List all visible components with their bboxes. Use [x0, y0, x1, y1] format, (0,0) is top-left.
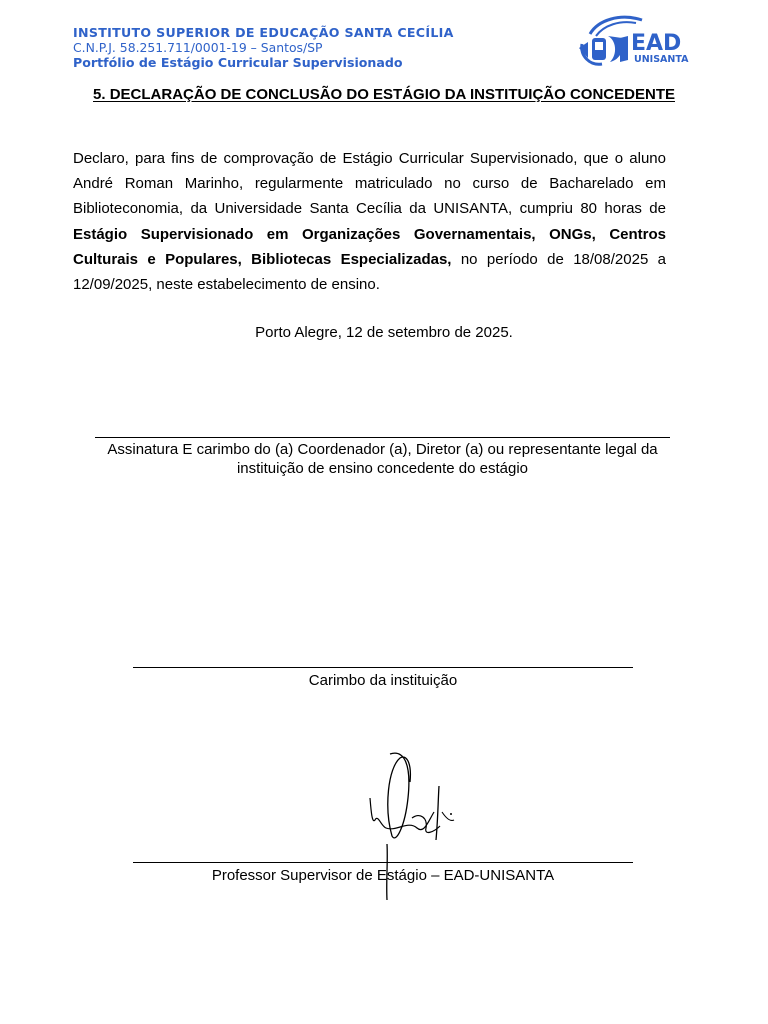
institution-name: INSTITUTO SUPERIOR DE EDUCAÇÃO SANTA CECÍLIA [73, 25, 454, 40]
portfolio-title: Portfólio de Estágio Curricular Supervisionado [73, 55, 403, 70]
header [73, 25, 454, 70]
logo-text-ead: EAD [631, 31, 682, 56]
legal-rep-signature-line [95, 437, 670, 438]
logo-text-unisanta: UNISANTA [634, 54, 689, 65]
document-title: 5. DECLARAÇÃO DE CONCLUSÃO DO ESTÁGIO DA INSTITUIÇÃO CONCEDENTE [93, 86, 675, 103]
supervisor-signature-caption: Professor Supervisor de Estágio – EAD-UNISANTA [211, 867, 555, 884]
declaration-text-part2: no período de 18/08/2025 a 12/09/2025, neste estabelecimento de ensino. [73, 250, 666, 294]
document-title-wrap [0, 86, 768, 104]
declaration-paragraph [73, 146, 666, 297]
supervisor-signature-line [133, 862, 633, 863]
declaration-text-part1: Declaro, para fins de comprovação de Estágio Curricular Supervisionado, que o aluno André Roman Marinho, regularmente matriculado no curso de Bacharelado em Biblioteconomia, da Universidade Santa Cecília da UNISANTA, cumpriu 80 horas de [73, 150, 666, 218]
stamp-line [133, 667, 633, 668]
ead-unisanta-logo [576, 14, 698, 70]
stamp-caption: Carimbo da instituição [308, 672, 458, 689]
place-date: Porto Alegre, 12 de setembro de 2025. [255, 324, 513, 341]
declaration-text-bold: Estágio Supervisionado em Organizações Governamentais, ONGs, Centros Culturais e Populares, Bibliotecas Especializadas, [73, 225, 666, 268]
legal-rep-signature-caption: Assinatura E carimbo do (a) Coordenador (a), Diretor (a) ou representante legal da instituição de ensino concedente do estágio [107, 441, 658, 477]
cnpj-line: C.N.P.J. 58.251.711/0001-19 – Santos/SP [73, 40, 323, 55]
